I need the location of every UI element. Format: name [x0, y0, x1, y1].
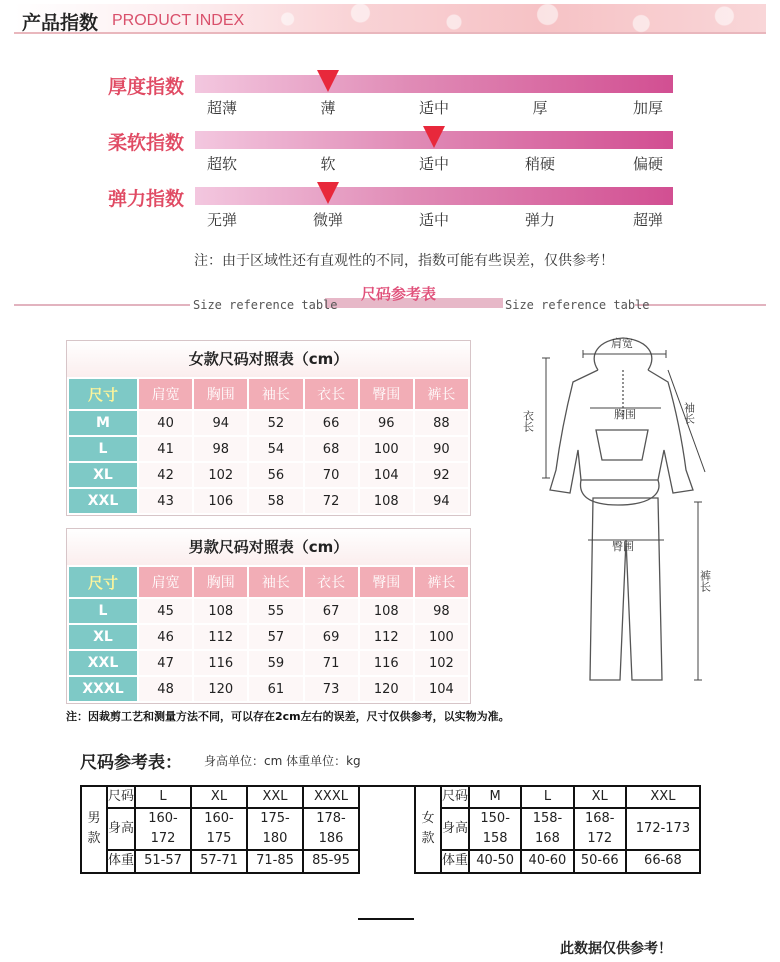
women-size: XXL: [626, 786, 700, 808]
column-header-cell: 肩宽: [139, 379, 192, 409]
index-tick-label: 适中: [418, 211, 450, 229]
women-height: 158- 168: [521, 808, 573, 850]
column-header-cell: 裤长: [415, 379, 468, 409]
size-header-cell: 尺寸: [69, 567, 137, 597]
row-label-weight: 体重: [107, 850, 135, 872]
men-table-grid: [67, 565, 470, 703]
women-group-cell: 女款: [415, 786, 441, 873]
size-cell: M: [69, 411, 137, 435]
column-header-cell: 袖长: [249, 567, 302, 597]
index-marker-icon: [423, 126, 445, 148]
hw-units: 身高单位：cm 体重单位：kg: [204, 754, 361, 768]
index-tick-label: 超薄: [206, 99, 238, 117]
row-label-weight: 体重: [441, 850, 469, 872]
column-header-cell: 臀围: [360, 567, 413, 597]
index-bar: [195, 75, 673, 93]
index-tick-label: 软: [320, 155, 336, 173]
table-cell: 104: [415, 677, 468, 701]
men-table-title: 男款尺码对照表（cm）: [67, 529, 470, 565]
table-cell: 112: [360, 625, 413, 649]
men-size-table: [66, 528, 471, 704]
table-cell: 100: [415, 625, 468, 649]
index-label: 柔软指数: [108, 132, 185, 154]
hoodie-hem: [580, 480, 658, 505]
table-cell: 112: [194, 625, 247, 649]
women-weight: 66-68: [626, 850, 700, 872]
table-cell: 96: [360, 411, 413, 435]
table-cell: 102: [194, 463, 247, 487]
men-height: 178- 186: [303, 808, 359, 850]
table-cell: 42: [139, 463, 192, 487]
table-cell: 102: [415, 651, 468, 675]
index-tick-label: 稍硬: [524, 155, 556, 173]
women-height: 150- 158: [469, 808, 521, 850]
label-length: 衣长: [521, 410, 535, 432]
index-marker-icon: [317, 70, 339, 92]
table-cell: 70: [305, 463, 358, 487]
table-cell: 61: [249, 677, 302, 701]
index-bar: [195, 187, 673, 205]
column-header-cell: 臀围: [360, 379, 413, 409]
size-cell: XL: [69, 625, 137, 649]
men-hw-table: [80, 785, 360, 874]
table-cell: 98: [194, 437, 247, 461]
table-cell: 41: [139, 437, 192, 461]
men-weight: 51-57: [135, 850, 191, 872]
size-header-cell: 尺寸: [69, 379, 137, 409]
row-label-size: 尺码: [107, 786, 135, 808]
table-cell: 67: [305, 599, 358, 623]
table-cell: 108: [360, 599, 413, 623]
column-header-cell: 衣长: [305, 379, 358, 409]
label-shoulder: 肩宽: [611, 337, 633, 350]
pants-outline: [590, 498, 662, 680]
column-header-cell: 肩宽: [139, 567, 192, 597]
women-size-table: [66, 340, 471, 516]
index-tick-label: 适中: [418, 155, 450, 173]
row-label-height: 身高: [107, 808, 135, 850]
women-table-title: 女款尺码对照表（cm）: [67, 341, 470, 377]
women-weight: 50-66: [574, 850, 626, 872]
size-cell: L: [69, 599, 137, 623]
men-size: XXL: [247, 786, 303, 808]
index-label: 厚度指数: [108, 76, 185, 98]
index-label: 弹力指数: [108, 188, 185, 210]
table-cell: 120: [360, 677, 413, 701]
women-size: L: [521, 786, 573, 808]
row-label-height: 身高: [441, 808, 469, 850]
size-reference-title: 尺码参考表: [361, 285, 437, 303]
table-cell: 116: [360, 651, 413, 675]
size-cell: L: [69, 437, 137, 461]
table-cell: 92: [415, 463, 468, 487]
table-cell: 108: [194, 599, 247, 623]
table-cell: 58: [249, 489, 302, 513]
header-title-en: PRODUCT INDEX: [112, 12, 245, 29]
footer-note: 此数据仅供参考！: [560, 941, 672, 957]
table-cell: 72: [305, 489, 358, 513]
column-header-cell: 衣长: [305, 567, 358, 597]
table-cell: 57: [249, 625, 302, 649]
table-cell: 69: [305, 625, 358, 649]
table-cell: 98: [415, 599, 468, 623]
men-weight: 85-95: [303, 850, 359, 872]
label-pants: 裤长: [698, 570, 712, 592]
men-group-cell: 男款: [81, 786, 107, 873]
table-cell: 120: [194, 677, 247, 701]
men-size: XXXL: [303, 786, 359, 808]
women-table-grid: [67, 377, 470, 515]
index-tick-label: 薄: [320, 99, 336, 117]
label-chest: 胸围: [614, 408, 636, 421]
women-height: 168- 172: [574, 808, 626, 850]
label-hip: 臀围: [612, 540, 634, 553]
index-tick-label: 微弹: [312, 211, 344, 229]
table-cell: 94: [194, 411, 247, 435]
index-tick-label: 加厚: [632, 99, 664, 117]
hoodie-body-outline: [550, 370, 693, 493]
table-cell: 68: [305, 437, 358, 461]
size-cell: XXXL: [69, 677, 137, 701]
table-cell: 88: [415, 411, 468, 435]
table-cell: 66: [305, 411, 358, 435]
table-cell: 40: [139, 411, 192, 435]
header-banner: [14, 4, 766, 34]
column-header-cell: 胸围: [194, 379, 247, 409]
table-cell: 43: [139, 489, 192, 513]
table-cell: 90: [415, 437, 468, 461]
men-size: L: [135, 786, 191, 808]
men-height: 160- 175: [191, 808, 247, 850]
size-reference-en-right: Size reference table: [505, 298, 650, 312]
size-note: 注：因裁剪工艺和测量方法不同，可以存在2cm左右的误差，尺寸仅供参考，以实物为准。: [66, 710, 510, 723]
column-header-cell: 袖长: [249, 379, 302, 409]
index-tick-label: 弹力: [524, 211, 556, 229]
table-cell: 47: [139, 651, 192, 675]
divider-line-left: [14, 304, 190, 306]
table-cell: 116: [194, 651, 247, 675]
table-cell: 56: [249, 463, 302, 487]
index-tick-label: 偏硬: [632, 155, 664, 173]
rose-pattern: [246, 4, 766, 34]
label-sleeve: 袖长: [682, 402, 696, 424]
index-marker-icon: [317, 182, 339, 204]
women-height: 172-173: [626, 808, 700, 850]
garment-measure-figure: [518, 330, 768, 690]
table-cell: 59: [249, 651, 302, 675]
size-cell: XXL: [69, 489, 137, 513]
index-tick-label: 厚: [532, 99, 548, 117]
pocket-outline: [596, 430, 648, 460]
men-weight: 57-71: [191, 850, 247, 872]
index-tick-label: 超软: [206, 155, 238, 173]
table-cell: 48: [139, 677, 192, 701]
table-cell: 52: [249, 411, 302, 435]
men-height: 175- 180: [247, 808, 303, 850]
women-weight: 40-60: [521, 850, 573, 872]
women-hw-table: [414, 785, 701, 874]
table-cell: 108: [360, 489, 413, 513]
table-cell: 55: [249, 599, 302, 623]
table-cell: 45: [139, 599, 192, 623]
table-gap: [358, 785, 414, 920]
size-reference-en-left: Size reference table: [193, 298, 338, 312]
table-cell: 100: [360, 437, 413, 461]
index-note: 注：由于区域性还有直观性的不同，指数可能有些误差，仅供参考！: [194, 253, 614, 269]
column-header-cell: 裤长: [415, 567, 468, 597]
hw-caption: 尺码参考表：: [80, 753, 182, 773]
row-label-size: 尺码: [441, 786, 469, 808]
table-cell: 46: [139, 625, 192, 649]
table-cell: 94: [415, 489, 468, 513]
men-height: 160- 172: [135, 808, 191, 850]
table-cell: 71: [305, 651, 358, 675]
index-tick-label: 无弹: [206, 211, 238, 229]
table-cell: 54: [249, 437, 302, 461]
index-tick-label: 超弹: [632, 211, 664, 229]
header-title-cn: 产品指数: [22, 12, 99, 34]
men-weight: 71-85: [247, 850, 303, 872]
size-cell: XL: [69, 463, 137, 487]
table-cell: 104: [360, 463, 413, 487]
women-size: M: [469, 786, 521, 808]
divider-line-right: [635, 304, 766, 306]
size-cell: XXL: [69, 651, 137, 675]
index-tick-label: 适中: [418, 99, 450, 117]
table-cell: 106: [194, 489, 247, 513]
women-weight: 40-50: [469, 850, 521, 872]
men-size: XL: [191, 786, 247, 808]
table-cell: 73: [305, 677, 358, 701]
column-header-cell: 胸围: [194, 567, 247, 597]
women-size: XL: [574, 786, 626, 808]
